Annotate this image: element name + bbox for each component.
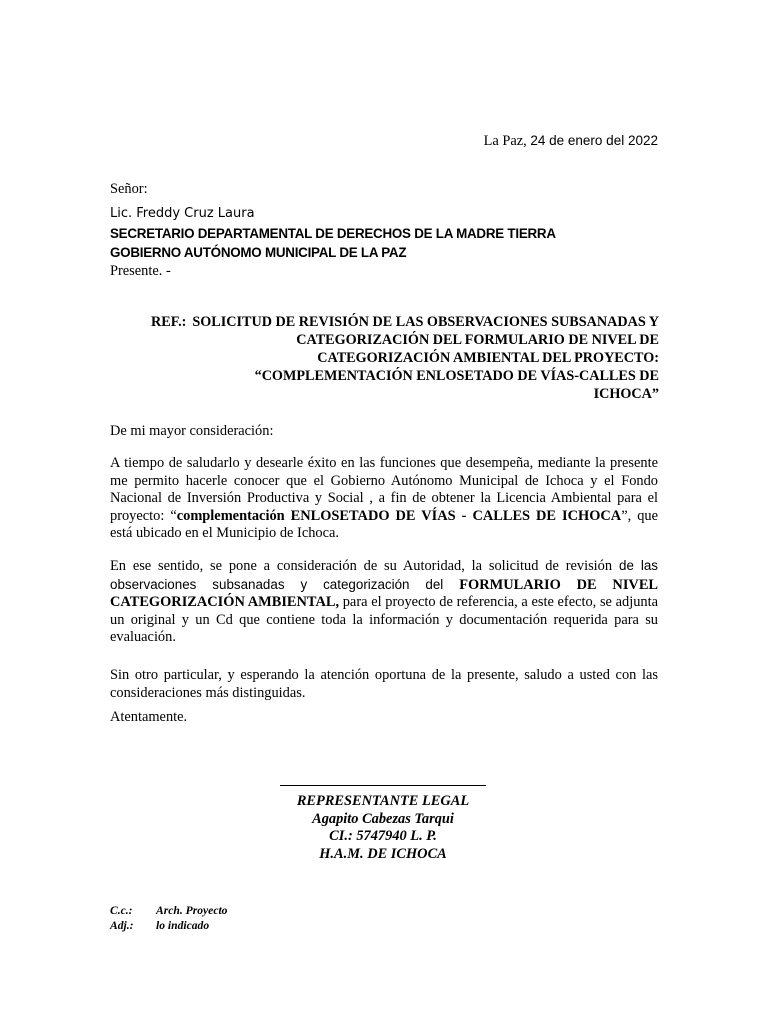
reference-block [150, 313, 659, 403]
signer-name: Agapito Cabezas Tarqui [312, 810, 454, 827]
paragraph-text: En ese sentido, se pone a consideración de su Autoridad, la solicitud de revisión [110, 558, 613, 574]
project-name: complementación ENLOSETADO DE VÍAS - CALLES DE ICHOCA [176, 507, 622, 524]
copies-block [110, 904, 227, 933]
copies-key: C.c.: [110, 904, 133, 917]
body-paragraph-3: Sin otro particular, y esperando la atención oportuna de la presente, saludo a usted con las consideraciones más distinguidas. [110, 667, 658, 701]
recipient-name: Lic. Freddy Cruz Laura [110, 206, 255, 221]
paragraph-text: A tiempo de saludarlo y desearle éxito en las funciones que desempeña, mediante la presente me permito hacerle conocer que el Gobierno Autónomo Municipal de Ichoca y el Fondo Nacional de Inversión Productiva y Social , a fin de obtener la Licencia Ambiental para el proyecto: “ [110, 455, 658, 524]
attachments-row [110, 919, 227, 934]
reference-line: CATEGORIZACIÓN DEL FORMULARIO DE NIVEL DE [296, 332, 659, 348]
signer-id: CI.: 5747940 L. P. [329, 828, 437, 844]
signature-block [280, 785, 486, 863]
signature-line [280, 785, 486, 786]
date-when: 24 de enero del 2022 [530, 133, 658, 148]
reference-line: ICHOCA” [593, 386, 659, 402]
reference-line: “COMPLEMENTACIÓN ENLOSETADO DE VÍAS-CALLES DE [254, 368, 659, 384]
signer-role: REPRESENTANTE LEGAL [296, 793, 470, 809]
paragraph-text: ”, que está ubicado en el Municipio de Ichoca. [110, 507, 658, 542]
signer-entity: H.A.M. DE ICHOCA [319, 845, 447, 862]
form-name: FORMULARIO DE NIVEL CATEGORIZACIÓN AMBIENTAL, [110, 576, 659, 611]
paragraph-text: para el proyecto de referencia, a este efecto, se adjunta un original y un Cd que contiene toda la información y documentación requerida para su evaluación. [110, 594, 658, 646]
body-paragraph-2 [110, 557, 658, 647]
copies-row [110, 904, 227, 919]
presente-line: Presente. - [110, 263, 171, 279]
closing: Atentamente. [110, 709, 188, 725]
reference-line [150, 313, 659, 331]
letter-date [484, 133, 658, 150]
recipient-organization: GOBIERNO AUTÓNOMO MUNICIPAL DE LA PAZ [110, 245, 407, 260]
reference-line: CATEGORIZACIÓN AMBIENTAL DEL PROYECTO: [317, 350, 659, 366]
reference-text: SOLICITUD DE REVISIÓN DE LAS OBSERVACIONES SUBSANADAS Y [192, 314, 659, 330]
greeting: De mi mayor consideración: [110, 423, 274, 439]
reference-label: REF.: [151, 314, 187, 330]
attachments-value: lo indicado [156, 918, 210, 932]
salutation: Señor: [110, 181, 148, 197]
date-city: La Paz, [483, 133, 527, 149]
recipient-title: SECRETARIO DEPARTAMENTAL DE DERECHOS DE LA MADRE TIERRA [110, 226, 556, 241]
attachments-key: Adj.: [110, 918, 134, 932]
body-paragraph-1 [110, 455, 658, 543]
paragraph-text: de las observaciones subsanadas y categorización del [110, 558, 658, 592]
copies-value: Arch. Proyecto [156, 904, 228, 917]
